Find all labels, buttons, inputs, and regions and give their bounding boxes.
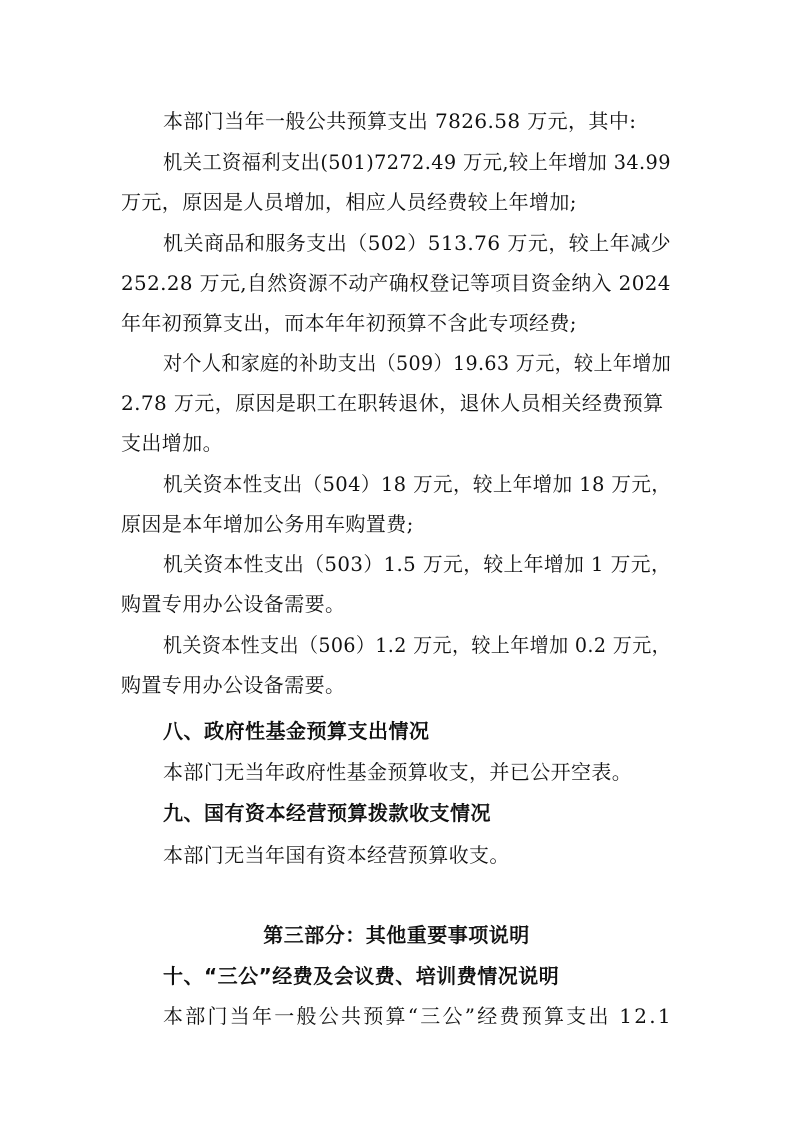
paragraph-line: 万元，原因是人员增加，相应人员经费较上年增加; <box>121 190 577 214</box>
paragraph-line: 购置专用办公设备需要。 <box>121 592 346 616</box>
paragraph-line: 年年初预算支出，而本年年初预算不含此专项经费; <box>121 311 577 335</box>
part-title: 第三部分：其他重要事项说明 <box>263 923 530 947</box>
paragraph-line: 支出增加。 <box>121 431 223 455</box>
paragraph-line: 本部门当年一般公共预算“三公”经费预算支出 12.1 <box>163 1004 673 1028</box>
paragraph-line: 机关资本性支出（504）18 万元，较上年增加 18 万元， <box>163 472 672 496</box>
paragraph-line: 本部门无当年国有资本经营预算收支。 <box>163 843 510 867</box>
paragraph-line: 机关资本性支出（506）1.2 万元，较上年增加 0.2 万元， <box>163 633 672 657</box>
section-heading: 九、国有资本经营预算拨款收支情况 <box>163 801 491 825</box>
paragraph-line: 原因是本年增加公务用车购置费; <box>121 512 414 536</box>
paragraph-line: 2.78 万元，原因是职工在职转退休，退休人员相关经费预算 <box>121 391 664 415</box>
paragraph-line: 本部门当年一般公共预算支出 7826.58 万元，其中: <box>163 109 637 133</box>
section-heading: 八、政府性基金预算支出情况 <box>163 719 430 743</box>
paragraph-line: 本部门无当年政府性基金预算收支，并已公开空表。 <box>163 760 633 784</box>
paragraph-line: 购置专用办公设备需要。 <box>121 673 346 697</box>
paragraph-line: 机关商品和服务支出（502）513.76 万元，较上年减少 <box>163 231 672 255</box>
paragraph-line: 机关工资福利支出(501)7272.49 万元,较上年增加 34.99 <box>163 150 671 174</box>
paragraph-line: 252.28 万元,自然资源不动产确权登记等项目资金纳入 2024 <box>121 271 671 295</box>
paragraph-line: 机关资本性支出（503）1.5 万元，较上年增加 1 万元， <box>163 552 672 576</box>
paragraph-line: 对个人和家庭的补助支出（509）19.63 万元，较上年增加 <box>163 351 672 375</box>
section-heading: 十、“三公”经费及会议费、培训费情况说明 <box>163 964 560 988</box>
